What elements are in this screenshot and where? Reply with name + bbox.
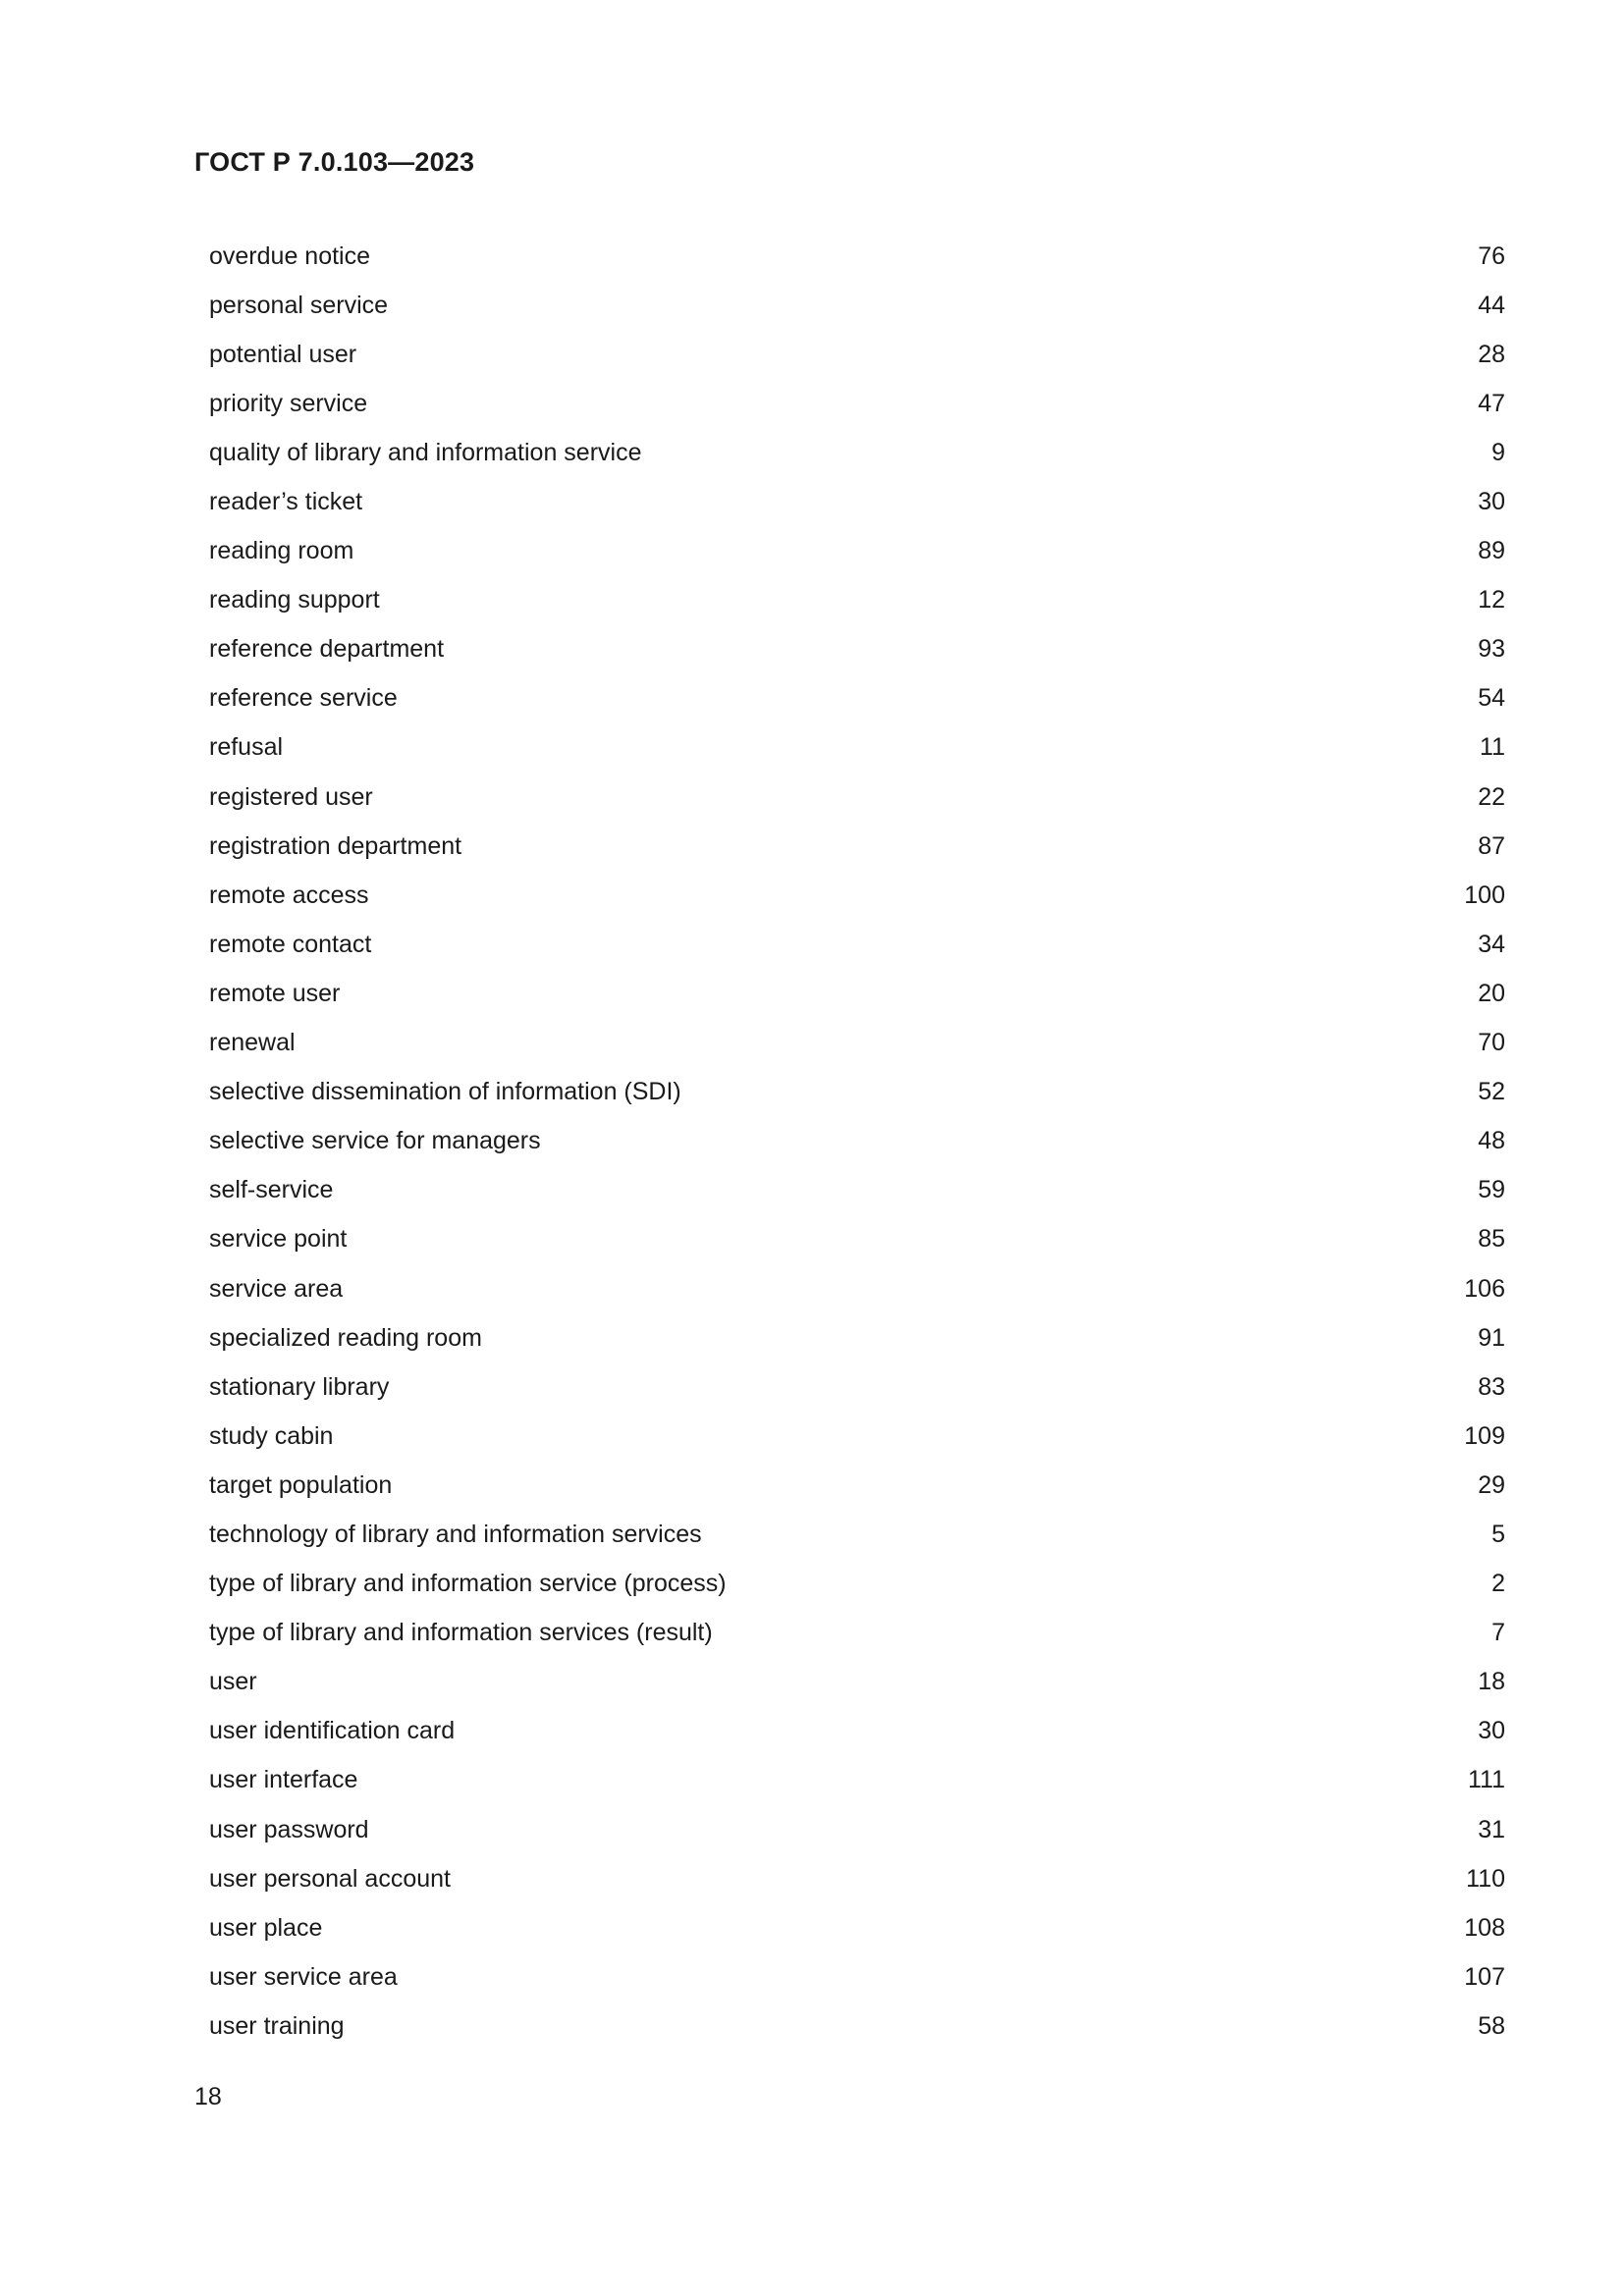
index-term-number: 93	[1478, 635, 1505, 664]
index-entry	[209, 576, 1505, 625]
index-term-number: 5	[1491, 1520, 1505, 1548]
index-term: personal service	[209, 291, 389, 319]
index-term-number: 9	[1491, 438, 1505, 466]
index-entry	[209, 1805, 1505, 1854]
index-term-number: 87	[1478, 831, 1505, 860]
index-term: potential user	[209, 340, 357, 368]
index-term: renewal	[209, 1029, 296, 1057]
index-entry	[209, 969, 1505, 1018]
index-term: reading support	[209, 586, 380, 614]
index-entry	[209, 1117, 1505, 1166]
index-term-number: 85	[1478, 1225, 1505, 1254]
index-term: reference service	[209, 684, 398, 713]
index-term: specialized reading room	[209, 1323, 482, 1352]
index-entry	[209, 1510, 1505, 1559]
index-term-number: 28	[1478, 340, 1505, 368]
index-term-number: 30	[1478, 488, 1505, 516]
index-entry	[209, 920, 1505, 969]
index-term: type of library and information services (result)	[209, 1619, 713, 1647]
index-term-number: 12	[1478, 586, 1505, 614]
index-term: reference department	[209, 635, 445, 664]
index-term: reader’s ticket	[209, 488, 363, 516]
index-entry	[209, 330, 1505, 379]
index-term: reading room	[209, 537, 354, 565]
index-entry	[209, 1313, 1505, 1362]
index-term: remote contact	[209, 930, 372, 958]
index-term: user password	[209, 1815, 369, 1843]
index-entry	[209, 477, 1505, 526]
index-term-number: 54	[1478, 684, 1505, 713]
index-term: quality of library and information service	[209, 438, 642, 466]
index-term-number: 18	[1478, 1668, 1505, 1696]
index-entry	[209, 1903, 1505, 1952]
index-term: technology of library and information services	[209, 1520, 702, 1548]
index-term-number: 29	[1478, 1470, 1505, 1499]
index-entry	[209, 674, 1505, 723]
index-term-number: 48	[1478, 1127, 1505, 1155]
index-term: selective service for managers	[209, 1127, 541, 1155]
index-term-number: 52	[1478, 1078, 1505, 1106]
index-term: remote user	[209, 979, 341, 1007]
index-term-number: 108	[1464, 1913, 1505, 1942]
index-term: user training	[209, 2011, 345, 2040]
index-entry	[209, 281, 1505, 330]
index-term: overdue notice	[209, 241, 371, 270]
index-term: user personal account	[209, 1864, 451, 1893]
index-term-number: 89	[1478, 537, 1505, 565]
page-number: 18	[194, 2083, 222, 2110]
index-term-number: 58	[1478, 2011, 1505, 2040]
index-entry	[209, 1068, 1505, 1117]
index-term-number: 109	[1464, 1421, 1505, 1450]
index-term-number: 47	[1478, 389, 1505, 417]
index-entry	[209, 2002, 1505, 2051]
index-term: user interface	[209, 1766, 358, 1794]
index-term: user identification card	[209, 1717, 456, 1745]
index-term: target population	[209, 1470, 393, 1499]
index-entry	[209, 379, 1505, 428]
index-entry	[209, 1412, 1505, 1461]
index-term: service area	[209, 1274, 344, 1303]
index-entry	[209, 1609, 1505, 1658]
index-entry	[209, 428, 1505, 477]
index-entry	[209, 527, 1505, 576]
index-term: study cabin	[209, 1421, 334, 1450]
index-entry	[209, 1019, 1505, 1068]
index-term-number: 7	[1491, 1619, 1505, 1647]
index-term-number: 59	[1478, 1176, 1505, 1204]
index-term: refusal	[209, 733, 284, 762]
index-entry	[209, 871, 1505, 920]
index-entry	[209, 1756, 1505, 1805]
index-term-number: 22	[1478, 782, 1505, 811]
index-term: registration department	[209, 831, 462, 860]
index-term-number: 91	[1478, 1323, 1505, 1352]
index-entry	[209, 1707, 1505, 1756]
index-entry	[209, 1658, 1505, 1707]
index-entry	[209, 723, 1505, 773]
index-entry	[209, 1952, 1505, 2002]
index-term-number: 20	[1478, 979, 1505, 1007]
index-term: user service area	[209, 1962, 398, 1991]
index-entry	[209, 822, 1505, 871]
index-term-number: 76	[1478, 241, 1505, 270]
index-term-number: 31	[1478, 1815, 1505, 1843]
index-entry	[209, 1166, 1505, 1215]
index-entry	[209, 1461, 1505, 1510]
index-term: remote access	[209, 881, 369, 909]
index-entry	[209, 773, 1505, 822]
index-term: registered user	[209, 782, 373, 811]
index-term-number: 106	[1464, 1274, 1505, 1303]
index-entry	[209, 1264, 1505, 1313]
index-term: stationary library	[209, 1372, 390, 1401]
index-term: self-service	[209, 1176, 334, 1204]
index-term-number: 11	[1480, 733, 1505, 762]
index-entry	[209, 232, 1505, 281]
index-term-number: 44	[1478, 291, 1505, 319]
index-entry	[209, 1854, 1505, 1903]
index-term: service point	[209, 1225, 348, 1254]
index-term-number: 2	[1491, 1570, 1505, 1598]
index-term-number: 110	[1466, 1864, 1505, 1893]
term-index-list	[209, 232, 1505, 2051]
index-term: user	[209, 1668, 257, 1696]
index-entry	[209, 1362, 1505, 1412]
index-term-number: 107	[1464, 1962, 1505, 1991]
index-term: priority service	[209, 389, 368, 417]
index-term-number: 111	[1467, 1766, 1505, 1794]
index-term-number: 70	[1478, 1029, 1505, 1057]
index-entry	[209, 1560, 1505, 1609]
index-entry	[209, 625, 1505, 674]
index-term-number: 83	[1478, 1372, 1505, 1401]
index-term-number: 100	[1464, 881, 1505, 909]
index-term-number: 34	[1478, 930, 1505, 958]
document-code-header: ГОСТ Р 7.0.103—2023	[194, 147, 475, 177]
index-term: type of library and information service (process)	[209, 1570, 727, 1598]
index-term: selective dissemination of information (SDI)	[209, 1078, 681, 1106]
index-term-number: 30	[1478, 1717, 1505, 1745]
index-term: user place	[209, 1913, 323, 1942]
index-entry	[209, 1215, 1505, 1264]
